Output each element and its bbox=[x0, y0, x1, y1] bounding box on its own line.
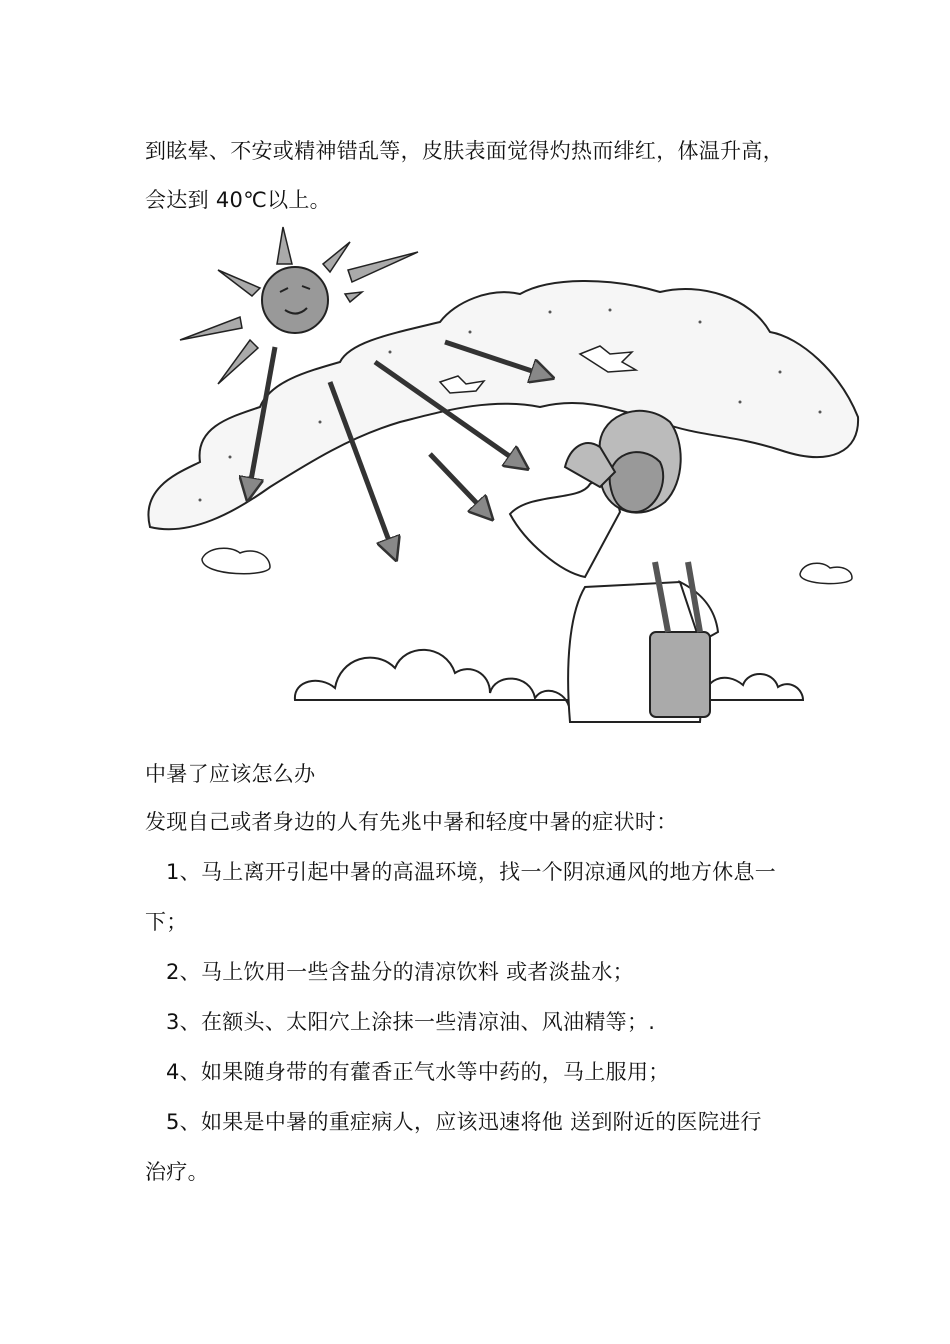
heatstroke-illustration bbox=[140, 222, 865, 727]
list-item-1-line-2: 下； bbox=[145, 910, 188, 934]
bushes-icon bbox=[705, 674, 803, 700]
section-lead: 发现自己或者身边的人有先兆中暑和轻度中暑的症状时： bbox=[145, 810, 678, 834]
cloud-icon bbox=[148, 281, 858, 529]
woman-figure bbox=[510, 411, 718, 722]
list-item-5-line-2: 治疗。 bbox=[145, 1160, 209, 1184]
list-item-5-line-1: 5、如果是中暑的重症病人，应该迅速将他 送到附近的医院进行 bbox=[166, 1110, 762, 1134]
intro-line-1: 到眩晕、不安或精神错乱等，皮肤表面觉得灼热而绯红，体温升高， bbox=[145, 139, 784, 163]
list-item-3: 3、在额头、太阳穴上涂抹一些清凉油、风油精等；. bbox=[166, 1010, 656, 1034]
list-item-2: 2、马上饮用一些含盐分的清凉饮料 或者淡盐水； bbox=[166, 960, 634, 984]
intro-line-2: 会达到 40℃以上。 bbox=[145, 188, 331, 212]
section-heading: 中暑了应该怎么办 bbox=[145, 762, 316, 786]
list-item-1-line-1: 1、马上离开引起中暑的高温环境，找一个阴凉通风的地方休息一 bbox=[166, 860, 777, 884]
cloud-icon bbox=[800, 563, 852, 583]
cloud-icon bbox=[202, 548, 270, 574]
list-item-4: 4、如果随身带的有藿香正气水等中药的，马上服用； bbox=[166, 1060, 670, 1084]
bushes-icon bbox=[295, 650, 580, 713]
